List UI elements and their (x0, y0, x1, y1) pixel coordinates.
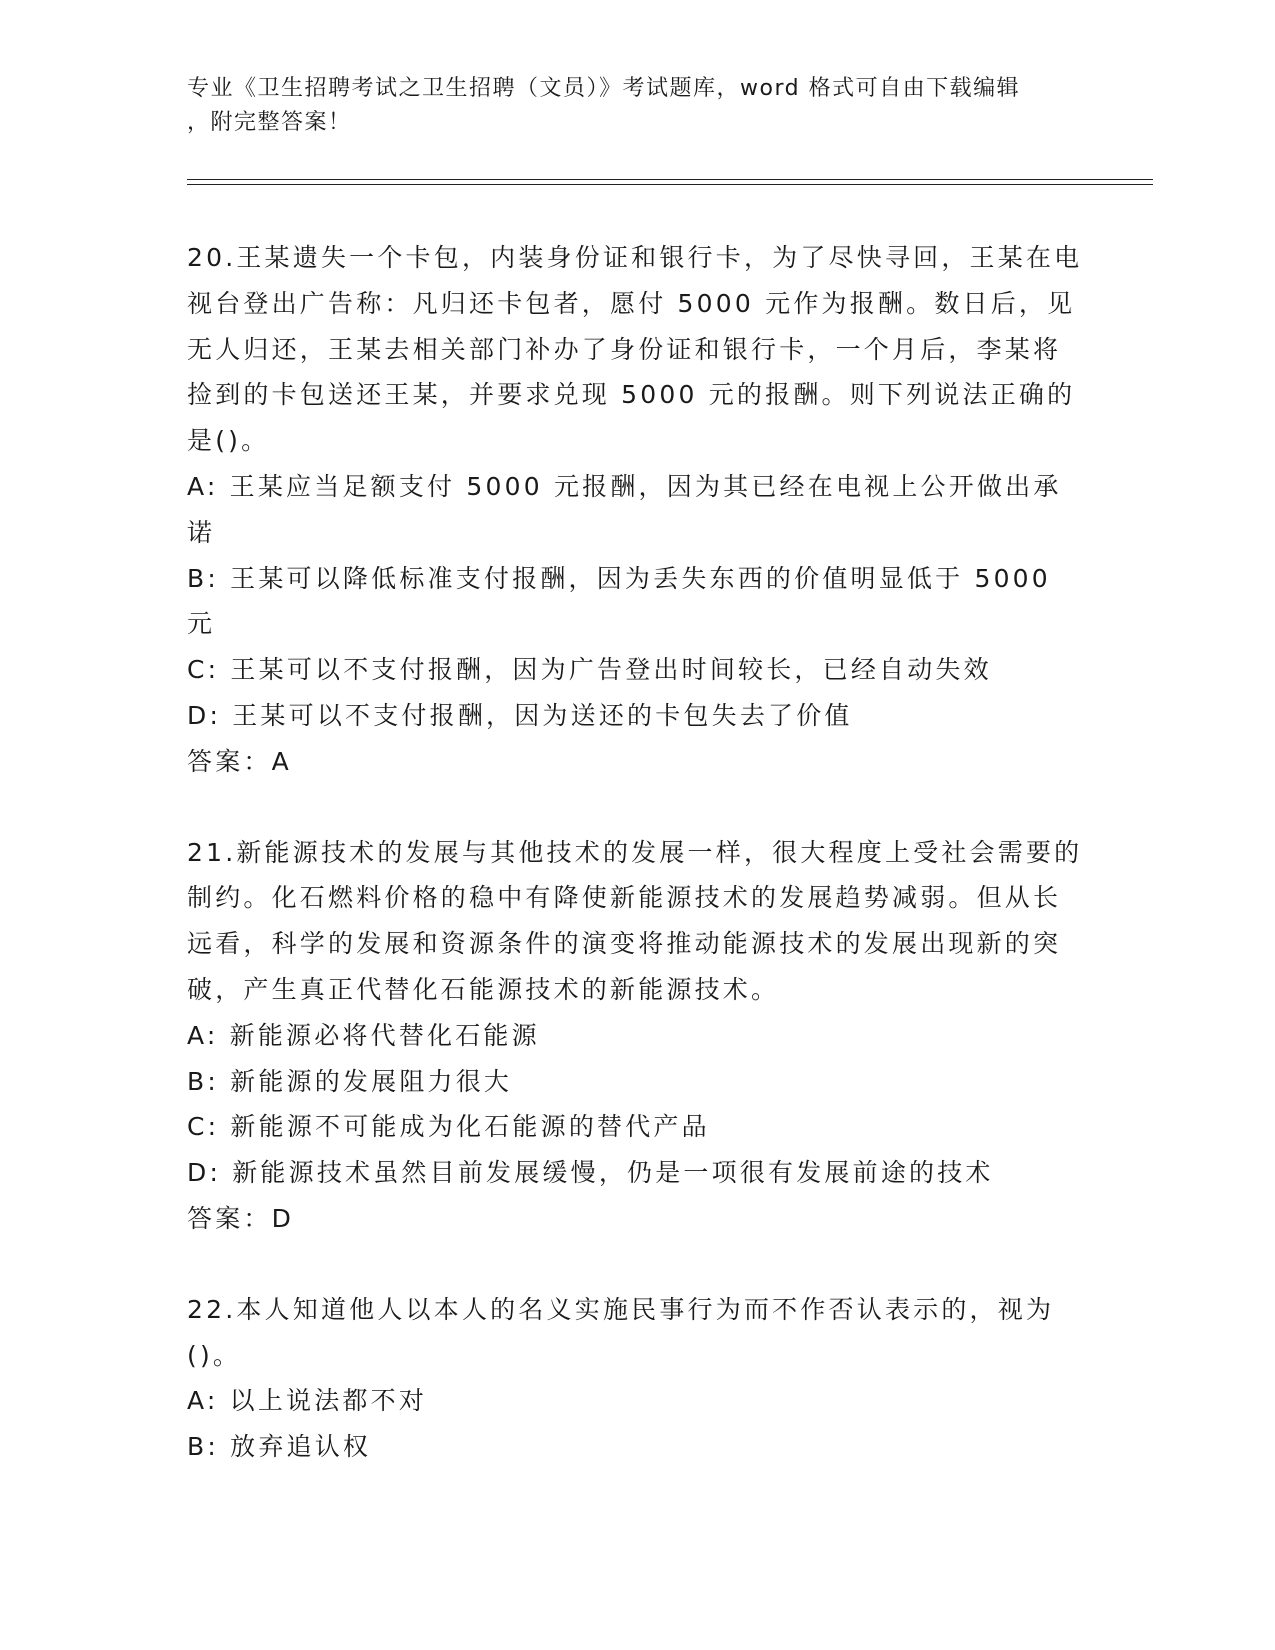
option-b: B: 放弃追认权 (187, 1432, 372, 1462)
question-spacer (187, 785, 1087, 830)
question-text: 21.新能源技术的发展与其他技术的发展一样，很大程度上受社会需要的制约。化石燃料价格的稳中有降使新能源技术的发展趋势减弱。但从长远看，科学的发展和资源条件的演变将推动能源技术的发展出现新的突破，产生真正代替化石能源技术的新能源技术。 (187, 837, 1083, 1004)
question-text: 22.本人知道他人以本人的名义实施民事行为而不作否认表示的，视为()。 (187, 1294, 1055, 1370)
option-a: A: 王某应当足额支付 5000 元报酬，因为其已经在电视上公开做出承诺 (187, 471, 1062, 547)
header-divider-bottom (187, 184, 1153, 185)
option-a: A: 以上说法都不对 (187, 1386, 428, 1416)
header-divider-top (187, 179, 1153, 180)
option-c: C: 王某可以不支付报酬，因为广告登出时间较长，已经自动失效 (187, 655, 992, 685)
document-header (187, 72, 1067, 140)
header-line-1: 专业《卫生招聘考试之卫生招聘（文员）》考试题库，word 格式可自由下载编辑 (187, 76, 1021, 101)
answer-line: 答案：A (187, 746, 292, 776)
option-a: A: 新能源必将代替化石能源 (187, 1020, 540, 1050)
header-line-2: ，附完整答案！ (187, 110, 352, 135)
option-d: D: 王某可以不支付报酬，因为送还的卡包失去了价值 (187, 700, 853, 730)
option-b: B: 王某可以降低标准支付报酬，因为丢失东西的价值明显低于 5000 元 (187, 563, 1051, 639)
answer-line: 答案：D (187, 1203, 295, 1233)
question-spacer (187, 1242, 1087, 1287)
option-b: B: 新能源的发展阻力很大 (187, 1066, 513, 1096)
option-d: D: 新能源技术虽然目前发展缓慢，仍是一项很有发展前途的技术 (187, 1158, 994, 1188)
question-list (187, 235, 1087, 1470)
question-21 (187, 830, 1087, 1242)
option-c: C: 新能源不可能成为化石能源的替代产品 (187, 1112, 710, 1142)
question-20 (187, 235, 1087, 785)
question-22 (187, 1287, 1087, 1470)
question-text: 20.王某遗失一个卡包，内装身份证和银行卡，为了尽快寻回，王某在电视台登出广告称：凡归还卡包者，愿付 5000 元作为报酬。数日后，见无人归还，王某去相关部门补办了身份证和银行卡，一个月后，李某将捡到的卡包送还王某，并要求兑现 5000 元的报酬。则下列说法正确的是()。 (187, 243, 1083, 456)
